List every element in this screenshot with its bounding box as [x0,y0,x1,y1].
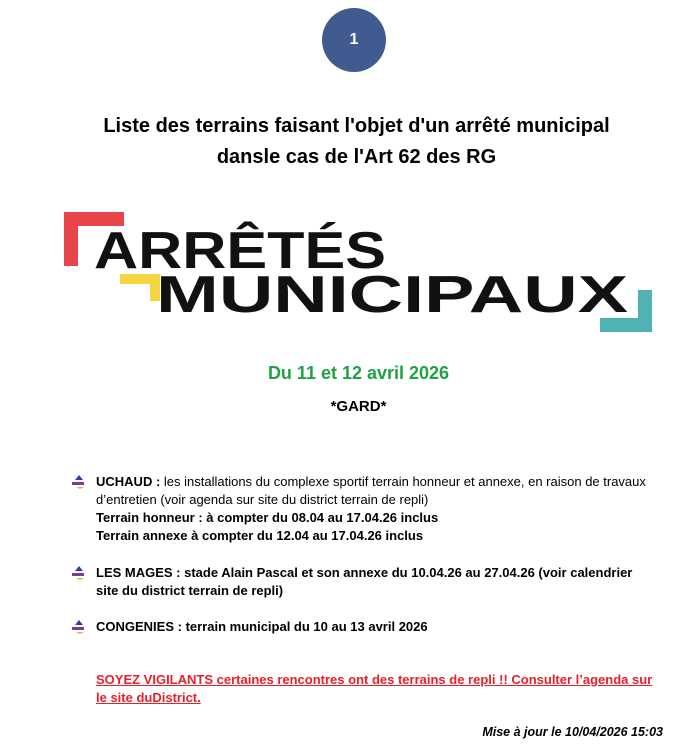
page-number: 1 [349,31,359,48]
list-item-les-mages [96,564,656,600]
warning-link[interactable]: SOYEZ VIGILANTS certaines rencontres ont des terrains de repli !! Consulter l’agenda sur le site duDistrict. [96,672,653,705]
logo-line-2: MUNICIPAUX [156,266,629,324]
entry-name: CONGENIES : terrain municipal du 10 au 13 avril 2026 [96,619,428,634]
title-line-1: Liste des terrains faisant l'objet d'un arrêté municipal [103,115,610,137]
page-title [60,111,653,173]
entry-detail-honneur: Terrain honneur : à compter du 08.04 au 17.04.26 inclus [96,510,439,525]
logo-line-1: ARRÊTÉS [94,222,343,280]
list-item-congenies [96,618,656,636]
bullet-arrow-icon [72,620,86,634]
bullet-arrow-icon [72,475,86,489]
department-name: *GARD* [330,398,387,415]
date-range: Du 11 et 12 avril 2026 [267,363,450,383]
entry-detail-annexe: Terrain annexe à compter du 12.04 au 17.04.26 inclus [96,528,424,543]
entry-name: LES MAGES : stade Alain Pascal et son annexe du 10.04.26 au 27.04.26 (voir calendrier site du district terrain de repli) [96,565,633,598]
last-updated: Mise à jour le 10/04/2026 15:03 [482,725,663,739]
logo-red-bar-left [64,212,78,266]
title-line-2: dansle cas de l'Art 62 des RG [216,146,497,168]
list-item-uchaud [96,473,656,545]
bullet-arrow-icon [72,566,86,580]
entry-description: les installations du complexe sportif terrain honneur et annexe, en raison de travaux d’entretien (voir agenda sur site du district terrain de repli) [96,474,646,507]
page-number-badge [322,8,386,72]
arretes-municipaux-logo [64,212,652,334]
entry-name: UCHAUD : [96,474,161,489]
